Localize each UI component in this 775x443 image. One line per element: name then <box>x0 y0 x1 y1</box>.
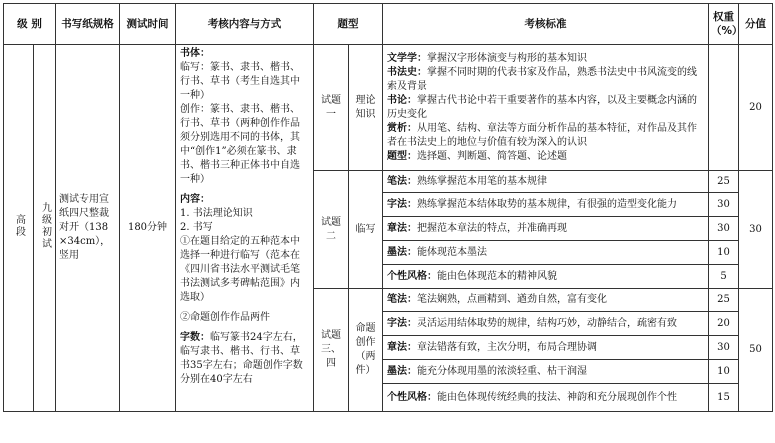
criterion-label: 笔法： <box>387 294 417 305</box>
weight-cell <box>709 241 739 265</box>
criterion-label: 墨法： <box>387 246 417 258</box>
weight-cell <box>709 217 739 241</box>
weight-value: 25 <box>717 175 730 187</box>
grade-cell <box>34 45 56 412</box>
weight-value: 30 <box>717 341 730 353</box>
header-criteria: 考核标准 <box>383 4 709 45</box>
section-2-type <box>314 171 349 289</box>
test-time-cell <box>120 45 176 412</box>
score-value: 20 <box>749 101 762 113</box>
content-item-2: 2. 书写 <box>180 222 213 233</box>
criterion-text: 章法错落有致，主次分明，布局合理协调 <box>417 341 597 353</box>
criterion-label: 字法： <box>387 198 417 210</box>
table-row <box>4 45 773 171</box>
weight-cell <box>709 384 739 412</box>
words-line <box>180 331 309 387</box>
section-1-sub <box>349 45 383 171</box>
section-2-type-label: 试题二 <box>321 216 341 242</box>
section-1-sub-label: 理论知识 <box>355 94 376 120</box>
header-paper: 书写纸规格 <box>56 4 120 45</box>
section-1-score <box>739 45 773 171</box>
words-label: 字数： <box>180 332 210 343</box>
criterion-text: 能体现范本墨法 <box>417 246 487 258</box>
criterion-label: 文学学： <box>387 52 427 64</box>
criterion-cell <box>383 289 709 312</box>
level-value: 高段 <box>13 213 25 238</box>
score-value: 50 <box>749 344 762 355</box>
criterion-cell <box>383 312 709 336</box>
criterion-label: 书法史： <box>387 66 427 78</box>
criterion-cell <box>383 336 709 360</box>
weight-value: 5 <box>720 270 727 282</box>
weight-cell <box>709 289 739 312</box>
section-3-score <box>739 289 773 412</box>
criterion-label: 章法： <box>387 222 417 234</box>
criterion-label: 个性风格： <box>387 391 437 403</box>
score-value: 30 <box>749 223 762 235</box>
criterion-text: 熟练掌握范本结体取势的基本规律，有很强的造型变化能力 <box>417 198 677 210</box>
criterion-label: 笔法： <box>387 175 417 187</box>
header-weight: 权重（%） <box>709 4 739 45</box>
section-3-sub <box>349 289 383 412</box>
weight-value: 30 <box>717 198 730 210</box>
weight-cell <box>709 193 739 217</box>
weight-value: 25 <box>717 294 730 305</box>
section-1-criteria <box>383 45 709 171</box>
section-2-sub <box>349 171 383 289</box>
criterion-label: 个性风格： <box>387 270 437 282</box>
weight-value: 30 <box>717 222 730 234</box>
content-cell <box>176 45 314 412</box>
criterion-label: 墨法： <box>387 365 417 377</box>
calligraphy-title: 书体： <box>180 48 210 59</box>
weight-value: 10 <box>717 365 730 377</box>
section-2-score <box>739 171 773 289</box>
create-line: 创作：篆书、隶书、楷书、行书、草书（两种创作作品须分别选用不同的书体，其中“创作1”必须在篆书、隶书、楷书三种正体书中自选一种） <box>180 104 300 185</box>
section-3-type <box>314 289 349 412</box>
criterion-text: 掌握古代书论中若干重要著作的基本内容，以及主要概念内涵的历史变化 <box>387 94 697 120</box>
copy-line: 临写：篆书、隶书、楷书、行书、草书（考生自选其中一种） <box>180 62 300 101</box>
weight-cell <box>709 171 739 193</box>
content-item-1: 1. 书法理论知识 <box>180 208 253 219</box>
criterion-text: 能充分体现用墨的浓淡轻重、枯干润湿 <box>417 365 587 377</box>
header-row <box>4 4 773 45</box>
header-level: 级 别 <box>4 4 56 45</box>
test-time-value: 180分钟 <box>127 222 168 233</box>
criterion-label: 题型： <box>387 150 417 162</box>
weight-cell <box>709 265 739 289</box>
header-score: 分值 <box>739 4 773 45</box>
header-type: 题型 <box>314 4 383 45</box>
grade-value: 九级初试 <box>39 201 51 250</box>
section-3-type-label: 试题三、四 <box>321 330 341 369</box>
criterion-label: 字法： <box>387 317 417 329</box>
weight-cell <box>709 360 739 384</box>
content-item-2b: ②命题创作作品两件 <box>180 312 270 323</box>
criterion-text: 熟练掌握范本用笔的基本规律 <box>417 175 547 187</box>
criterion-cell <box>383 193 709 217</box>
criterion-text: 能由色体现范本的精神风貌 <box>437 270 557 282</box>
content-item-2a: ①在题目给定的五种范本中选择一种进行临写（范本在《四川省书法水平测试毛笔书法测试多考碑帖范围》内选取） <box>180 236 300 303</box>
criterion-text: 灵活运用结体取势的规律，结构巧妙，动静结合，疏密有致 <box>417 317 677 329</box>
paper-spec-value: 测试专用宣纸四尺整裁对开（138×34cm），竖用 <box>59 194 111 261</box>
weight-value: 20 <box>717 317 730 329</box>
level-cell <box>4 45 34 412</box>
criterion-label: 赏析： <box>387 122 417 134</box>
section-1-weight <box>709 45 739 171</box>
section-1-type <box>314 45 349 171</box>
criterion-cell <box>383 360 709 384</box>
weight-cell <box>709 336 739 360</box>
paper-spec-cell <box>56 45 120 412</box>
criterion-label: 章法： <box>387 341 417 353</box>
criterion-cell <box>383 384 709 412</box>
section-1-type-label: 试题一 <box>321 94 341 120</box>
criterion-cell <box>383 217 709 241</box>
criterion-cell <box>383 171 709 193</box>
criterion-text: 把握范本章法的特点，并准确再现 <box>417 222 567 234</box>
content-title: 内容： <box>180 194 210 205</box>
words-text: 临写篆书24字左右，临写隶书、楷书、行书、草书35字左右；命题创作字数分别在40字左右 <box>180 332 303 385</box>
criterion-text: 选择题、判断题、简答题、论述题 <box>417 150 567 162</box>
criterion-text: 从用笔、结构、章法等方面分析作品的基本特征，对作品及其作者在书法史上的地位与价值有较为深入的认识 <box>387 122 697 148</box>
section-3-sub-label: 命题创作（两件） <box>355 323 376 376</box>
criterion-text: 掌握不同时期的代表书家及作品，熟悉书法史中书风流变的线索及背景 <box>387 66 697 92</box>
exam-table <box>3 3 773 412</box>
header-content: 考核内容与方式 <box>176 4 314 45</box>
criterion-text: 掌握汉字形体演变与构形的基本知识 <box>427 52 587 64</box>
header-time: 测试时间 <box>120 4 176 45</box>
weight-cell <box>709 312 739 336</box>
criterion-text: 能由色体现传统经典的技法、神韵和充分展现创作个性 <box>437 391 677 403</box>
section-2-sub-label: 临写 <box>355 223 376 235</box>
weight-value: 10 <box>717 246 730 258</box>
criterion-cell <box>383 241 709 265</box>
weight-value: 15 <box>717 391 730 403</box>
criterion-label: 书论： <box>387 94 417 106</box>
criterion-cell <box>383 265 709 289</box>
criterion-text: 笔法娴熟，点画精到、遒劲自然，富有变化 <box>417 294 607 305</box>
